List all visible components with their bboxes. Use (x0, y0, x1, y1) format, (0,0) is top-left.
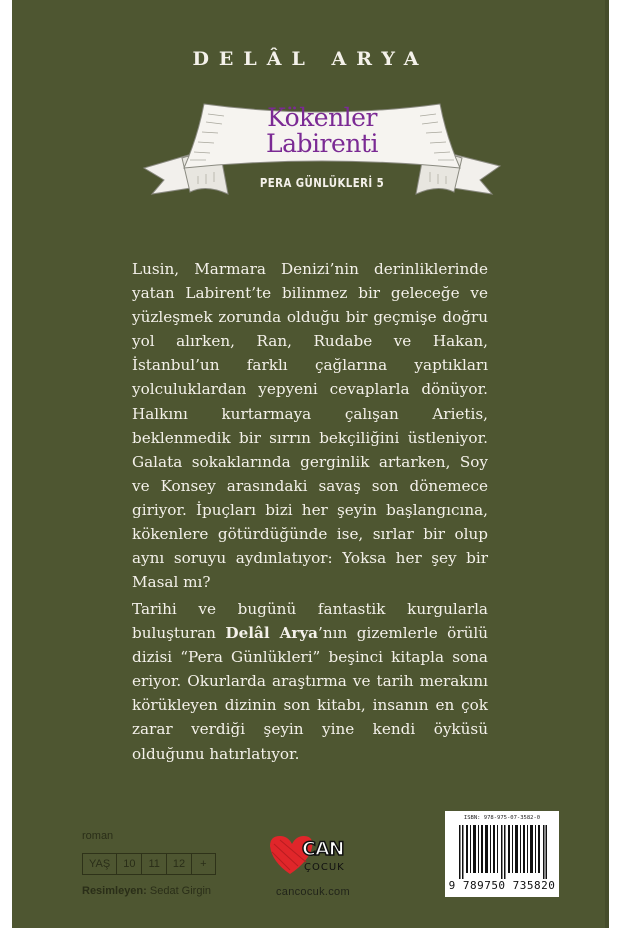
title-line-2: Labirenti (266, 129, 378, 158)
blurb-text: ’nın gizemlerle örülü dizisi “Pera Günlükleri” beşinci kitapla sona eriyor. Okurlarda araştırma ve tarih merakını körükleyen dizinin son kitabı, insanın en çok zarar verdiği şeyin yine kendi öyküsü olduğunu hatırlatıyor. (132, 624, 488, 763)
illustrator-name: Sedat Girgin (149, 885, 212, 897)
isbn-barcode (445, 811, 559, 897)
blurb-text: Tarihi ve bugünü fantastik kurgularla buluşturan (132, 600, 488, 643)
age-range-box (82, 853, 216, 875)
isbn-label: ISBN: 978-975-07-3582-0 (463, 815, 541, 821)
illustrator-label: Resimleyen: (82, 885, 147, 897)
illustrator-credit (82, 885, 211, 897)
age-12: 12 (167, 854, 192, 874)
book-title (142, 105, 502, 157)
barcode-number: 9 789750 735820 (448, 879, 556, 892)
title-line-1: Kökenler (267, 103, 377, 132)
publisher-logo-cocuk: ÇOCUK (304, 862, 345, 873)
age-label: YAŞ (83, 854, 117, 874)
publisher-logo (268, 836, 358, 881)
blurb-paragraph-2 (132, 597, 488, 766)
age-10: 10 (117, 854, 142, 874)
age-11: 11 (142, 854, 166, 874)
title-ribbon-banner (142, 96, 502, 206)
publisher-logo-can: CAN (302, 838, 344, 860)
author-name: DELÂL ARYA (192, 48, 429, 70)
publisher-website: cancocuk.com (276, 886, 350, 898)
genre-label: roman (82, 830, 114, 842)
barcode-icon (459, 825, 547, 879)
age-plus: + (200, 858, 207, 870)
author-name-bold: Delâl Arya (225, 624, 319, 643)
series-name: PERA GÜNLÜKLERİ 5 (259, 176, 385, 190)
blurb-paragraph-1: Lusin, Marmara Denizi’nin derinliklerinde yatan Labirent’te bilinmez bir geleceğe ve yüzleşmek zorunda olduğu bir geçmişe doğru yol alırken, Ran, Rudabe ve Hakan, İstanbul’un farklı çağlarına yaptıkları yolculuklardan yepyeni cevaplarla dönüyor. Halkını kurtarmaya çalışan Arietis, beklenmedik bir sırrın bekçiliğini üstleniyor. Galata sokaklarında gerginlik artarken, Soy ve Konsey arasındaki savaş son dönemece giriyor. İpuçları bizi her şeyin başlangıcına, kökenlere götürdüğünde ise, sırlar bir olup aynı soruyu aydınlatıyor: Yoksa her şey bir Masal mı? (132, 260, 488, 592)
book-back-cover (12, 0, 609, 928)
